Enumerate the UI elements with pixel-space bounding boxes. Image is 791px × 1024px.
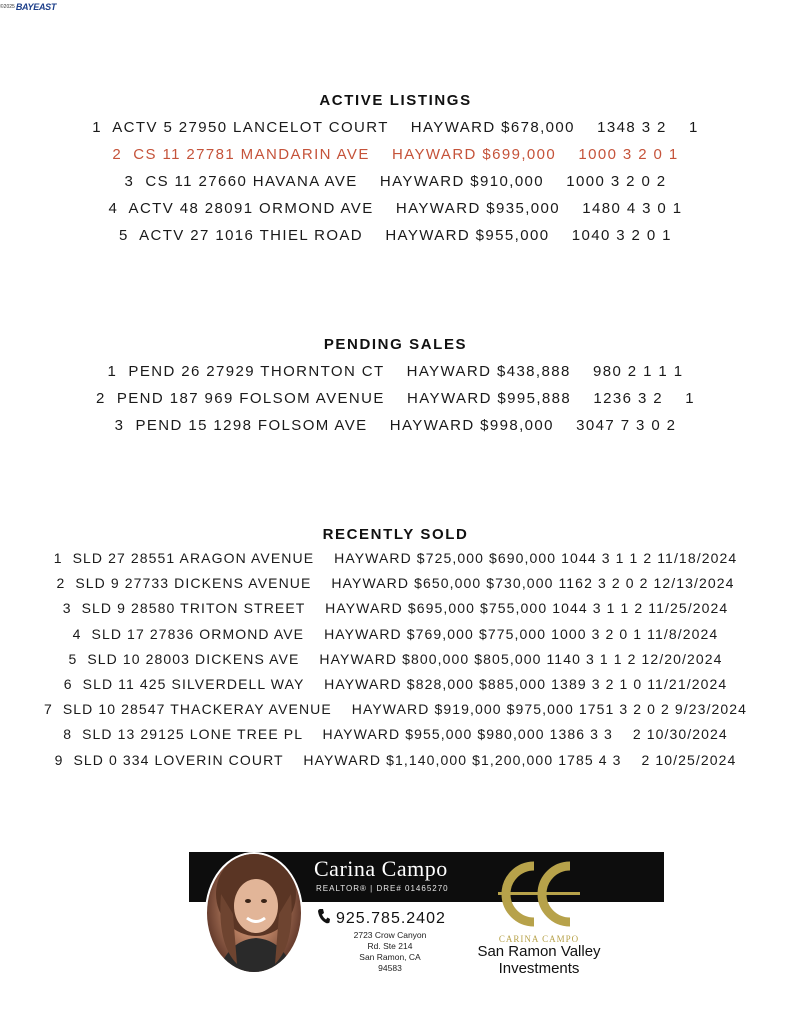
copyright-text: ©2025 (0, 4, 15, 10)
list-item: 3 SLD 9 28580 TRITON STREET HAYWARD $695,000 $755,000 1044 3 1 1 2 11/25/2024 (62, 600, 729, 617)
agent-photo (205, 852, 303, 974)
agent-credential: REALTOR® | DRE# 01465270 (316, 884, 449, 893)
mls-watermark (0, 0, 56, 14)
address-line: San Ramon, CA (359, 952, 421, 962)
list-item: 3 CS 11 27660 HAVANA AVE HAYWARD $910,000 1000 3 2 0 2 (124, 173, 667, 190)
active-listings-title: ACTIVE LISTINGS (319, 92, 472, 109)
active-listings-section (0, 92, 791, 249)
address-line: 2723 Crow Canyon (353, 930, 427, 940)
office-address (339, 930, 441, 974)
list-item: 1 SLD 27 28551 ARAGON AVENUE HAYWARD $725,000 $690,000 1044 3 1 1 2 11/18/2024 (53, 550, 738, 566)
list-item: 5 ACTV 27 1016 THIEL ROAD HAYWARD $955,000 1040 3 2 0 1 (119, 227, 672, 244)
list-item: 2 SLD 9 27733 DICKENS AVENUE HAYWARD $650,000 $730,000 1162 3 2 0 2 12/13/2024 (56, 575, 735, 592)
brand-name: CARINA CAMPO (498, 934, 580, 944)
pending-sales-list (0, 358, 791, 439)
list-item: 9 SLD 0 334 LOVERIN COURT HAYWARD $1,140,000 $1,200,000 1785 4 3 2 10/25/2024 (54, 751, 737, 768)
address-line: 94583 (378, 963, 402, 973)
agent-business-card (189, 852, 664, 977)
pending-sales-title: PENDING SALES (323, 336, 468, 353)
list-item: 3 PEND 15 1298 FOLSOM AVE HAYWARD $998,000 3047 7 3 0 2 (114, 417, 677, 434)
brand-tagline: Investments (498, 960, 580, 977)
list-item: 6 SLD 11 425 SILVERDELL WAY HAYWARD $828,000 $885,000 1389 3 2 1 0 11/21/2024 (63, 675, 728, 692)
cc-monogram-logo (494, 856, 584, 939)
list-item: 4 SLD 17 27836 ORMOND AVE HAYWARD $769,000 $775,000 1000 3 2 0 1 11/8/2024 (72, 625, 719, 642)
list-item: 2 PEND 187 969 FOLSOM AVENUE HAYWARD $995,888 1236 3 2 1 (95, 390, 696, 407)
active-listings-list (0, 114, 791, 249)
recently-sold-section (0, 526, 791, 773)
phone-icon (317, 908, 330, 929)
phone-number[interactable]: 925.785.2402 (336, 909, 446, 927)
recently-sold-title: RECENTLY SOLD (322, 526, 469, 543)
list-item: 1 PEND 26 27929 THORNTON CT HAYWARD $438,888 980 2 1 1 1 (107, 363, 684, 380)
pending-sales-section (0, 336, 791, 439)
list-item: 1 ACTV 5 27950 LANCELOT COURT HAYWARD $678,000 1348 3 2 1 (92, 119, 699, 136)
phone-row (317, 908, 446, 929)
bayeast-logo: BAYEAST (15, 2, 57, 12)
list-item: 4 ACTV 48 28091 ORMOND AVE HAYWARD $935,000 1480 4 3 0 1 (108, 200, 683, 217)
address-line: Rd. Ste 214 (367, 941, 413, 951)
brand-tagline: San Ramon Valley (477, 943, 601, 960)
list-item: 7 SLD 10 28547 THACKERAY AVENUE HAYWARD $919,000 $975,000 1751 3 2 0 2 9/23/2024 (43, 701, 748, 718)
agent-name: Carina Campo (314, 856, 448, 881)
recently-sold-list (0, 546, 791, 773)
list-item: 5 SLD 10 28003 DICKENS AVE HAYWARD $800,000 $805,000 1140 3 1 1 2 12/20/2024 (68, 650, 723, 667)
list-item-highlighted: 2 CS 11 27781 MANDARIN AVE HAYWARD $699,000 1000 3 2 0 1 (112, 146, 679, 163)
list-item: 8 SLD 13 29125 LONE TREE PL HAYWARD $955,000 $980,000 1386 3 3 2 10/30/2024 (63, 726, 728, 743)
